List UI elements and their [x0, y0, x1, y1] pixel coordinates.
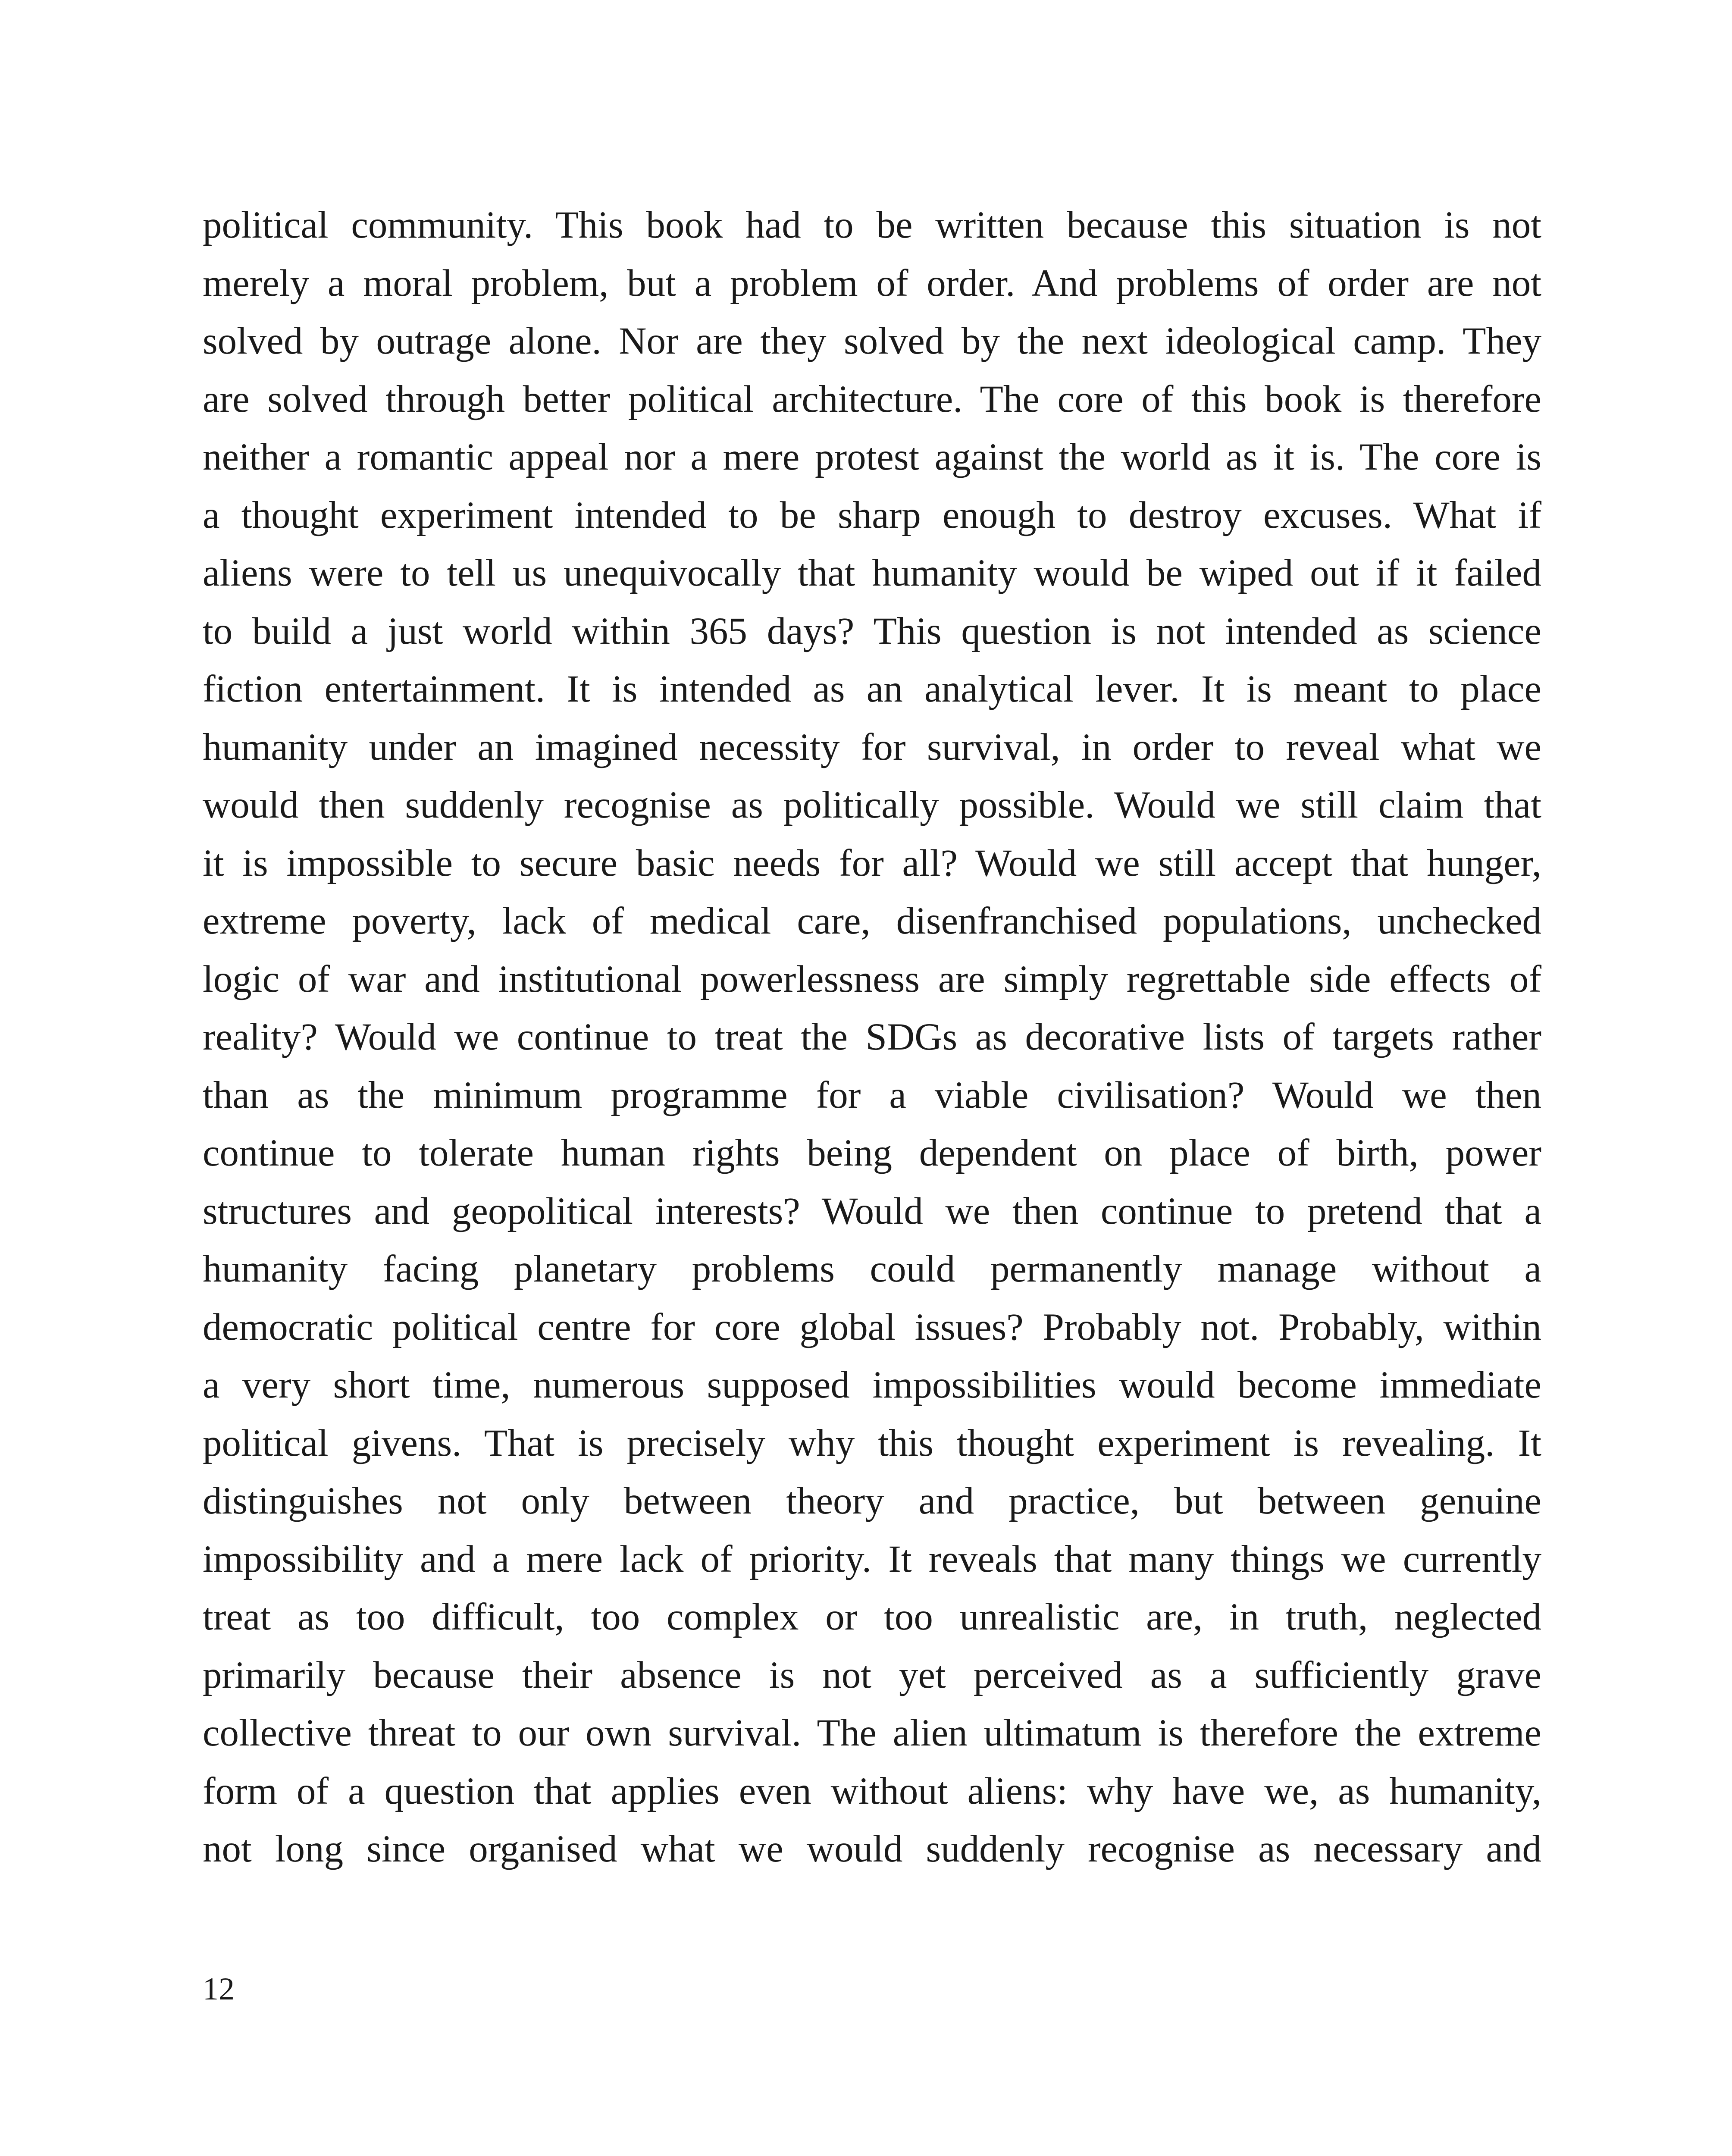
- text-line: a very short time, numerous supposed impossibilities would become immediate: [203, 1364, 1541, 1406]
- text-line: collective threat to our own survival. The alien ultimatum is therefore the extreme: [203, 1712, 1541, 1754]
- text-line: political community. This book had to be written because this situation is not: [203, 204, 1541, 246]
- text-line: extreme poverty, lack of medical care, disenfranchised populations, unchecked: [203, 900, 1541, 942]
- text-line: not long since organised what we would suddenly recognise as necessary and: [203, 1828, 1541, 1870]
- text-line: are solved through better political architecture. The core of this book is therefore: [203, 378, 1541, 420]
- text-line: treat as too difficult, too complex or too unrealistic are, in truth, neglected: [203, 1596, 1541, 1638]
- page-number: 12: [203, 1971, 235, 2007]
- text-line: it is impossible to secure basic needs for all? Would we still accept that hunger,: [203, 842, 1541, 884]
- text-line: to build a just world within 365 days? This question is not intended as science: [203, 610, 1541, 652]
- text-line: democratic political centre for core global issues? Probably not. Probably, within: [203, 1306, 1541, 1348]
- text-line: reality? Would we continue to treat the SDGs as decorative lists of targets rather: [203, 1016, 1541, 1058]
- text-line: logic of war and institutional powerlessness are simply regrettable side effects of: [203, 958, 1541, 1000]
- text-line: would then suddenly recognise as politically possible. Would we still claim that: [203, 784, 1541, 826]
- body-paragraph: [203, 196, 1541, 1878]
- text-line: continue to tolerate human rights being dependent on place of birth, power: [203, 1132, 1541, 1174]
- text-line: humanity facing planetary problems could permanently manage without a: [203, 1248, 1541, 1290]
- text-line: primarily because their absence is not yet perceived as a sufficiently grave: [203, 1654, 1541, 1696]
- text-line: merely a moral problem, but a problem of order. And problems of order are not: [203, 262, 1541, 304]
- text-line: form of a question that applies even without aliens: why have we, as humanity,: [203, 1770, 1541, 1812]
- text-line: aliens were to tell us unequivocally that humanity would be wiped out if it failed: [203, 552, 1541, 594]
- text-line: a thought experiment intended to be sharp enough to destroy excuses. What if: [203, 494, 1541, 536]
- text-line: fiction entertainment. It is intended as an analytical lever. It is meant to place: [203, 668, 1541, 710]
- text-line: structures and geopolitical interests? Would we then continue to pretend that a: [203, 1190, 1541, 1232]
- text-line: solved by outrage alone. Nor are they solved by the next ideological camp. They: [203, 320, 1541, 362]
- text-line: impossibility and a mere lack of priority. It reveals that many things we currently: [203, 1538, 1541, 1580]
- text-line: humanity under an imagined necessity for survival, in order to reveal what we: [203, 726, 1541, 768]
- text-line: than as the minimum programme for a viable civilisation? Would we then: [203, 1074, 1541, 1116]
- text-line: distinguishes not only between theory and practice, but between genuine: [203, 1480, 1541, 1522]
- text-line: neither a romantic appeal nor a mere protest against the world as it is. The core is: [203, 436, 1541, 478]
- text-line: political givens. That is precisely why this thought experiment is revealing. It: [203, 1422, 1541, 1464]
